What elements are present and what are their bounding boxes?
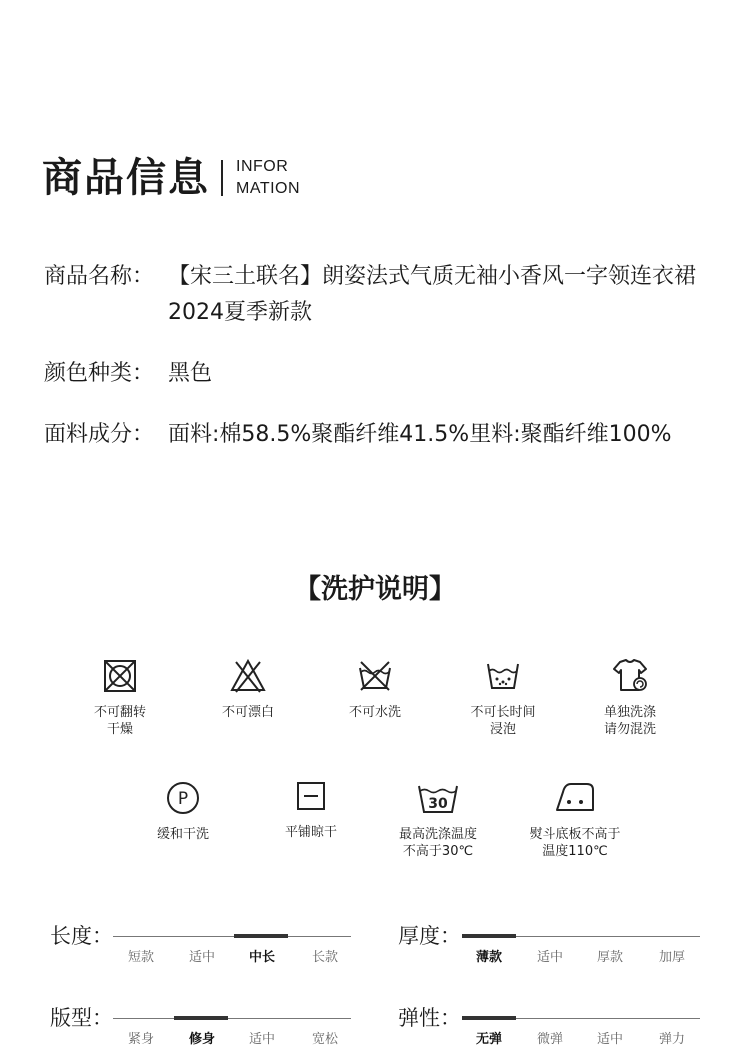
title-english-line2: MATION [236, 180, 301, 197]
product-name-value: 【宋三土联名】朗姿法式气质无袖小香风一字领连衣裙2024夏季新款 [168, 264, 697, 325]
length-option: 适中 [188, 950, 215, 965]
wash-temp-text: 30 [428, 796, 448, 812]
care-label-line2: 请勿混洗 [603, 722, 656, 737]
elasticity-option: 弹力 [658, 1032, 685, 1047]
length-option: 长款 [311, 950, 338, 965]
care-label-line1: 不可漂白 [221, 705, 274, 720]
care-label-line1: 不可翻转 [93, 705, 146, 720]
iron-110-icon [553, 778, 597, 818]
fit-option: 适中 [248, 1032, 275, 1047]
care-label-line2: 温度110℃ [542, 844, 608, 859]
no-tumble-dry-icon [100, 656, 140, 696]
no-wash-icon [355, 656, 395, 696]
care-label-line2: 浸泡 [489, 722, 516, 737]
care-label-line1: 不可长时间 [470, 705, 536, 720]
fit-label: 版型： [50, 1006, 113, 1030]
care-label-line2: 不高于30℃ [402, 844, 474, 859]
thickness-scale-highlight [462, 934, 516, 938]
no-bleach-icon [228, 656, 268, 696]
fabric-value: 面料:棉58.5%聚酯纤维41.5%里料:聚酯纤维100% [168, 422, 672, 447]
care-label-line2: 干燥 [106, 722, 133, 737]
elasticity-label: 弹性： [398, 1006, 461, 1030]
wash-separately-icon [610, 656, 650, 696]
care-label-line1: 熨斗底板不高于 [529, 827, 621, 842]
wash-30-icon [416, 778, 460, 818]
care-label-line1: 缓和干洗 [156, 827, 209, 842]
length-label: 长度： [50, 924, 113, 948]
care-label-line1: 不可水洗 [348, 705, 401, 720]
care-item [510, 778, 640, 860]
thickness-option: 适中 [536, 950, 563, 965]
elasticity-option: 微弹 [536, 1032, 563, 1047]
title-english-line1: INFOR [236, 158, 289, 175]
fit-scale-highlight [174, 1016, 228, 1020]
title-divider [221, 160, 223, 196]
elasticity-scale-highlight [462, 1016, 516, 1020]
elasticity-option: 适中 [596, 1032, 623, 1047]
thickness-option: 厚款 [596, 950, 623, 965]
thickness-option-selected: 薄款 [475, 950, 502, 965]
care-item [373, 778, 503, 860]
fit-option: 宽松 [311, 1032, 338, 1047]
fit-option: 紧身 [127, 1032, 154, 1047]
fabric-label: 面料成分： [44, 422, 155, 447]
dry-flat-icon [291, 776, 331, 816]
fit-scale-line [113, 1018, 351, 1019]
length-option: 短款 [127, 950, 154, 965]
length-option-selected: 中长 [248, 950, 275, 965]
elasticity-option-selected: 无弹 [475, 1032, 502, 1047]
length-scale-highlight [234, 934, 288, 938]
no-soak-icon [483, 656, 523, 696]
svg-text:P: P [177, 789, 189, 809]
dry-clean-p-icon [163, 778, 203, 818]
length-scale-line [113, 936, 351, 937]
page-title: 商品信息 [42, 155, 210, 201]
thickness-option: 加厚 [658, 950, 685, 965]
care-label-line1: 平铺晾干 [284, 825, 337, 840]
care-item [565, 656, 695, 738]
care-label-line1: 最高洗涤温度 [398, 827, 477, 842]
product-name-label: 商品名称： [44, 264, 155, 289]
care-item [55, 656, 185, 738]
thickness-label: 厚度： [398, 924, 461, 948]
care-item [183, 656, 313, 721]
fit-option-selected: 修身 [188, 1032, 215, 1047]
care-item [118, 778, 248, 843]
care-label-line1: 单独洗涤 [603, 705, 656, 720]
care-item [310, 656, 440, 721]
care-item [438, 656, 568, 738]
care-title: 【洗护说明】 [294, 574, 456, 605]
title-english [236, 156, 300, 200]
color-label: 颜色种类： [44, 361, 155, 386]
color-value: 黑色 [168, 361, 213, 386]
care-item [246, 776, 376, 841]
